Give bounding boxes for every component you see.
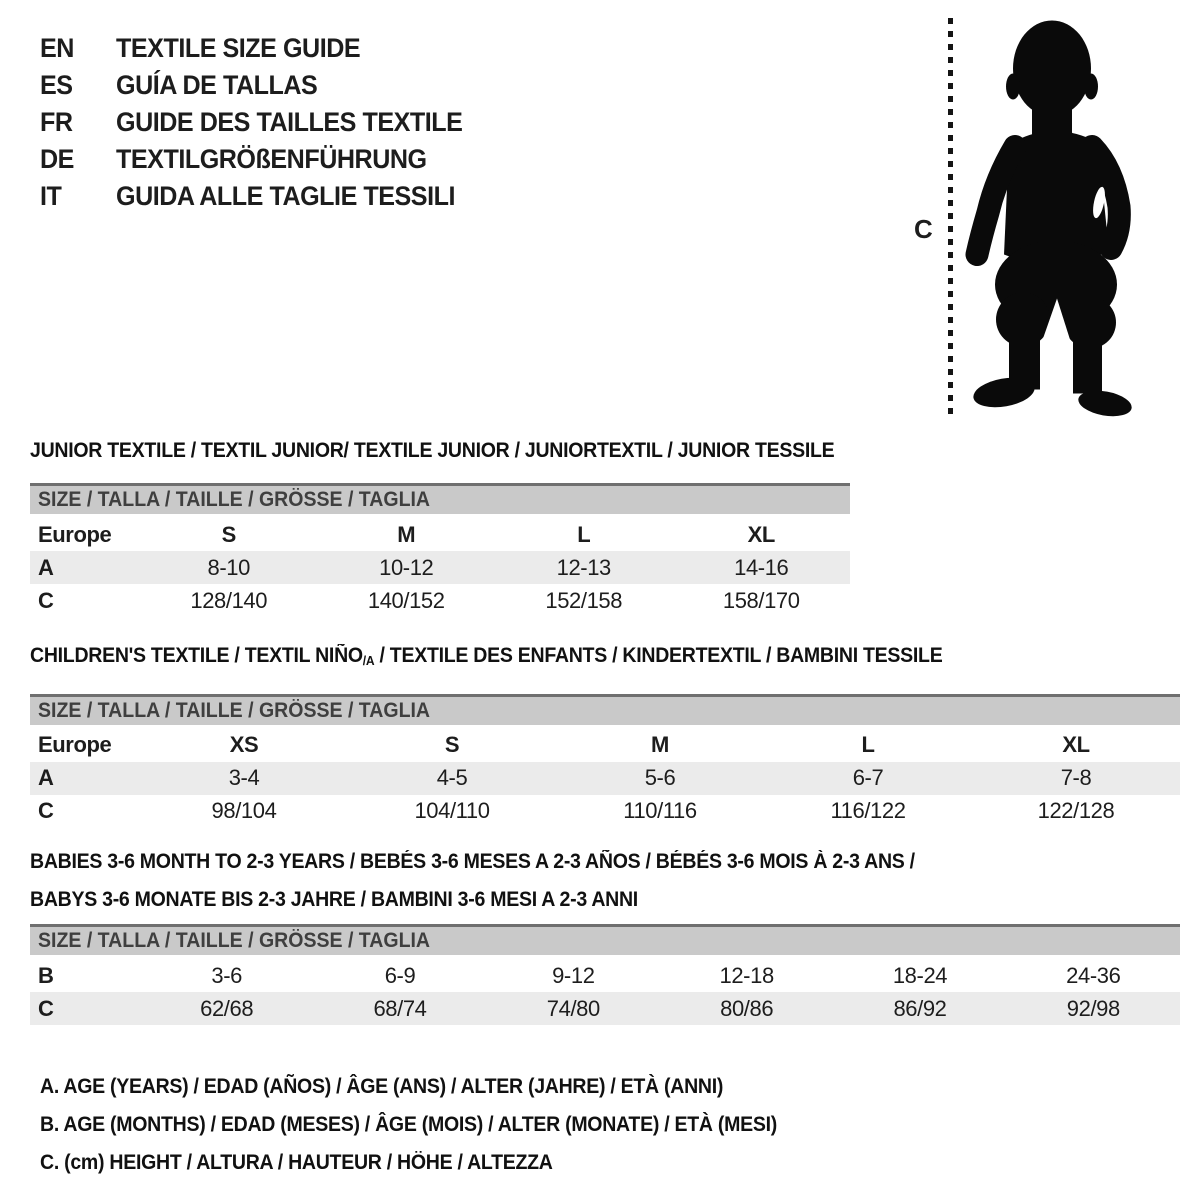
table-rows	[30, 729, 1180, 828]
cell: XL	[1062, 732, 1090, 758]
legend-text: A. AGE (YEARS) / EDAD (AÑOS) / ÂGE (ANS) / ALTER (JAHRE) / ETÀ (ANNI)	[40, 1075, 724, 1098]
silhouette-leg-right	[1073, 319, 1102, 394]
size-header-bar	[30, 694, 1180, 725]
cell: M	[397, 521, 416, 547]
language-title: TEXTILE SIZE GUIDE	[116, 33, 361, 63]
cell: 9-12	[552, 962, 595, 988]
cell: 140/152	[367, 587, 445, 613]
table-title-text: JUNIOR TEXTILE / TEXTIL JUNIOR/ TEXTILE JUNIOR / JUNIORTEXTIL / JUNIOR TESSILE	[30, 439, 835, 462]
row-c	[30, 992, 1180, 1025]
language-title: GUIDE DES TAILLES TEXTILE	[116, 107, 463, 137]
cell: 10-12	[379, 554, 434, 580]
cell: XS	[229, 732, 259, 758]
language-code: IT	[40, 181, 62, 211]
cell: 128/140	[190, 587, 268, 613]
table-title-subscript: /A	[362, 652, 375, 668]
table-title-line2: BABYS 3-6 MONATE BIS 2-3 JAHRE / BAMBINI 3-6 MESI A 2-3 ANNI	[30, 888, 638, 911]
cell: 110/116	[623, 798, 697, 824]
height-measure-label: C	[914, 214, 933, 244]
childrens-textile-table	[30, 643, 1180, 828]
cell: 74/80	[546, 995, 600, 1021]
cell: 6-7	[852, 765, 884, 791]
row-a	[30, 551, 850, 584]
row-label: B	[38, 962, 54, 988]
language-row-es	[40, 67, 489, 104]
table-rows	[30, 518, 850, 617]
cell: 158/170	[722, 587, 800, 613]
row-label: Europe	[38, 521, 112, 547]
cell: 92/98	[1066, 995, 1120, 1021]
language-title: GUIDA ALLE TAGLIE TESSILI	[116, 181, 455, 211]
row-europe	[30, 729, 1180, 762]
legend-line-a	[40, 1068, 832, 1106]
size-header-text: SIZE / TALLA / TAILLE / GRÖSSE / TAGLIA	[38, 929, 431, 952]
cell: 3-6	[211, 962, 242, 988]
cell: 12-13	[556, 554, 611, 580]
row-b	[30, 959, 1180, 992]
language-code: DE	[40, 144, 74, 174]
language-code: FR	[40, 107, 73, 137]
cell: XL	[747, 521, 775, 547]
cell: 98/104	[211, 798, 277, 824]
toddler-silhouette-icon	[962, 14, 1137, 419]
row-c	[30, 795, 1180, 828]
cell: M	[651, 732, 669, 758]
table-title	[30, 438, 850, 464]
language-code: EN	[40, 33, 74, 63]
cell: 7-8	[1060, 765, 1092, 791]
silhouette-ear-right	[1084, 74, 1098, 100]
babies-textile-table	[30, 843, 1180, 1025]
cell: 18-24	[892, 962, 948, 988]
row-a	[30, 762, 1180, 795]
measure-legend	[40, 1068, 832, 1182]
table-title-pre: CHILDREN'S TEXTILE / TEXTIL NIÑO	[30, 644, 363, 667]
cell: L	[861, 732, 875, 758]
cell: 4-5	[436, 765, 468, 791]
table-title-post: / TEXTILE DES ENFANTS / KINDERTEXTIL / BAMBINI TESSILE	[374, 644, 943, 667]
table-title-text	[30, 643, 942, 674]
row-c	[30, 584, 850, 617]
cell: 62/68	[200, 995, 254, 1021]
size-header-bar	[30, 924, 1180, 955]
row-label: A	[38, 765, 54, 791]
cell: 8-10	[207, 554, 250, 580]
cell: 5-6	[644, 765, 676, 791]
table-title	[30, 843, 1180, 919]
size-header-text: SIZE / TALLA / TAILLE / GRÖSSE / TAGLIA	[38, 698, 431, 722]
cell: 68/74	[373, 995, 427, 1021]
cell: S	[221, 521, 236, 547]
cell: L	[577, 521, 591, 547]
language-row-en	[40, 30, 489, 67]
language-title: TEXTILGRÖßENFÜHRUNG	[116, 144, 427, 174]
language-row-fr	[40, 104, 489, 141]
legend-text: B. AGE (MONTHS) / EDAD (MESES) / ÂGE (MOIS) / ALTER (MONATE) / ETÀ (MESI)	[40, 1113, 777, 1136]
size-header-bar	[30, 483, 850, 514]
language-row-it	[40, 178, 489, 215]
size-header-text: SIZE / TALLA / TAILLE / GRÖSSE / TAGLIA	[38, 488, 431, 511]
cell: 104/110	[414, 798, 490, 824]
language-title: GUÍA DE TALLAS	[116, 70, 318, 100]
row-label: C	[38, 798, 54, 824]
junior-textile-table	[30, 438, 850, 617]
cell: 24-36	[1066, 962, 1121, 988]
legend-text: C. (cm) HEIGHT / ALTURA / HAUTEUR / HÖHE / ALTEZZA	[40, 1151, 553, 1174]
cell: 3-4	[228, 765, 260, 791]
cell: 14-16	[734, 554, 789, 580]
cell: 80/86	[720, 995, 774, 1021]
cell: S	[444, 732, 460, 758]
cell: 6-9	[384, 962, 416, 988]
cell: 122/128	[1037, 798, 1115, 824]
silhouette-ear-left	[1006, 74, 1020, 100]
table-title	[30, 643, 1180, 674]
cell: 116/122	[830, 798, 906, 824]
language-title-list	[40, 30, 489, 215]
row-europe	[30, 518, 850, 551]
row-label: C	[38, 995, 54, 1021]
language-row-de	[40, 141, 489, 178]
table-title-line1: BABIES 3-6 MONTH TO 2-3 YEARS / BEBÉS 3-6 MESES A 2-3 AÑOS / BÉBÉS 3-6 MOIS À 2-3 ANS /	[30, 850, 915, 873]
row-label: A	[38, 554, 54, 580]
row-label: Europe	[38, 732, 112, 758]
cell: 86/92	[893, 995, 947, 1021]
height-measure-dashed-line	[948, 18, 953, 418]
row-label: C	[38, 587, 54, 613]
cell: 12-18	[719, 962, 774, 988]
language-code: ES	[40, 70, 73, 100]
table-rows	[30, 959, 1180, 1025]
legend-line-b	[40, 1106, 832, 1144]
cell: 152/158	[545, 587, 623, 613]
legend-line-c	[40, 1144, 832, 1182]
